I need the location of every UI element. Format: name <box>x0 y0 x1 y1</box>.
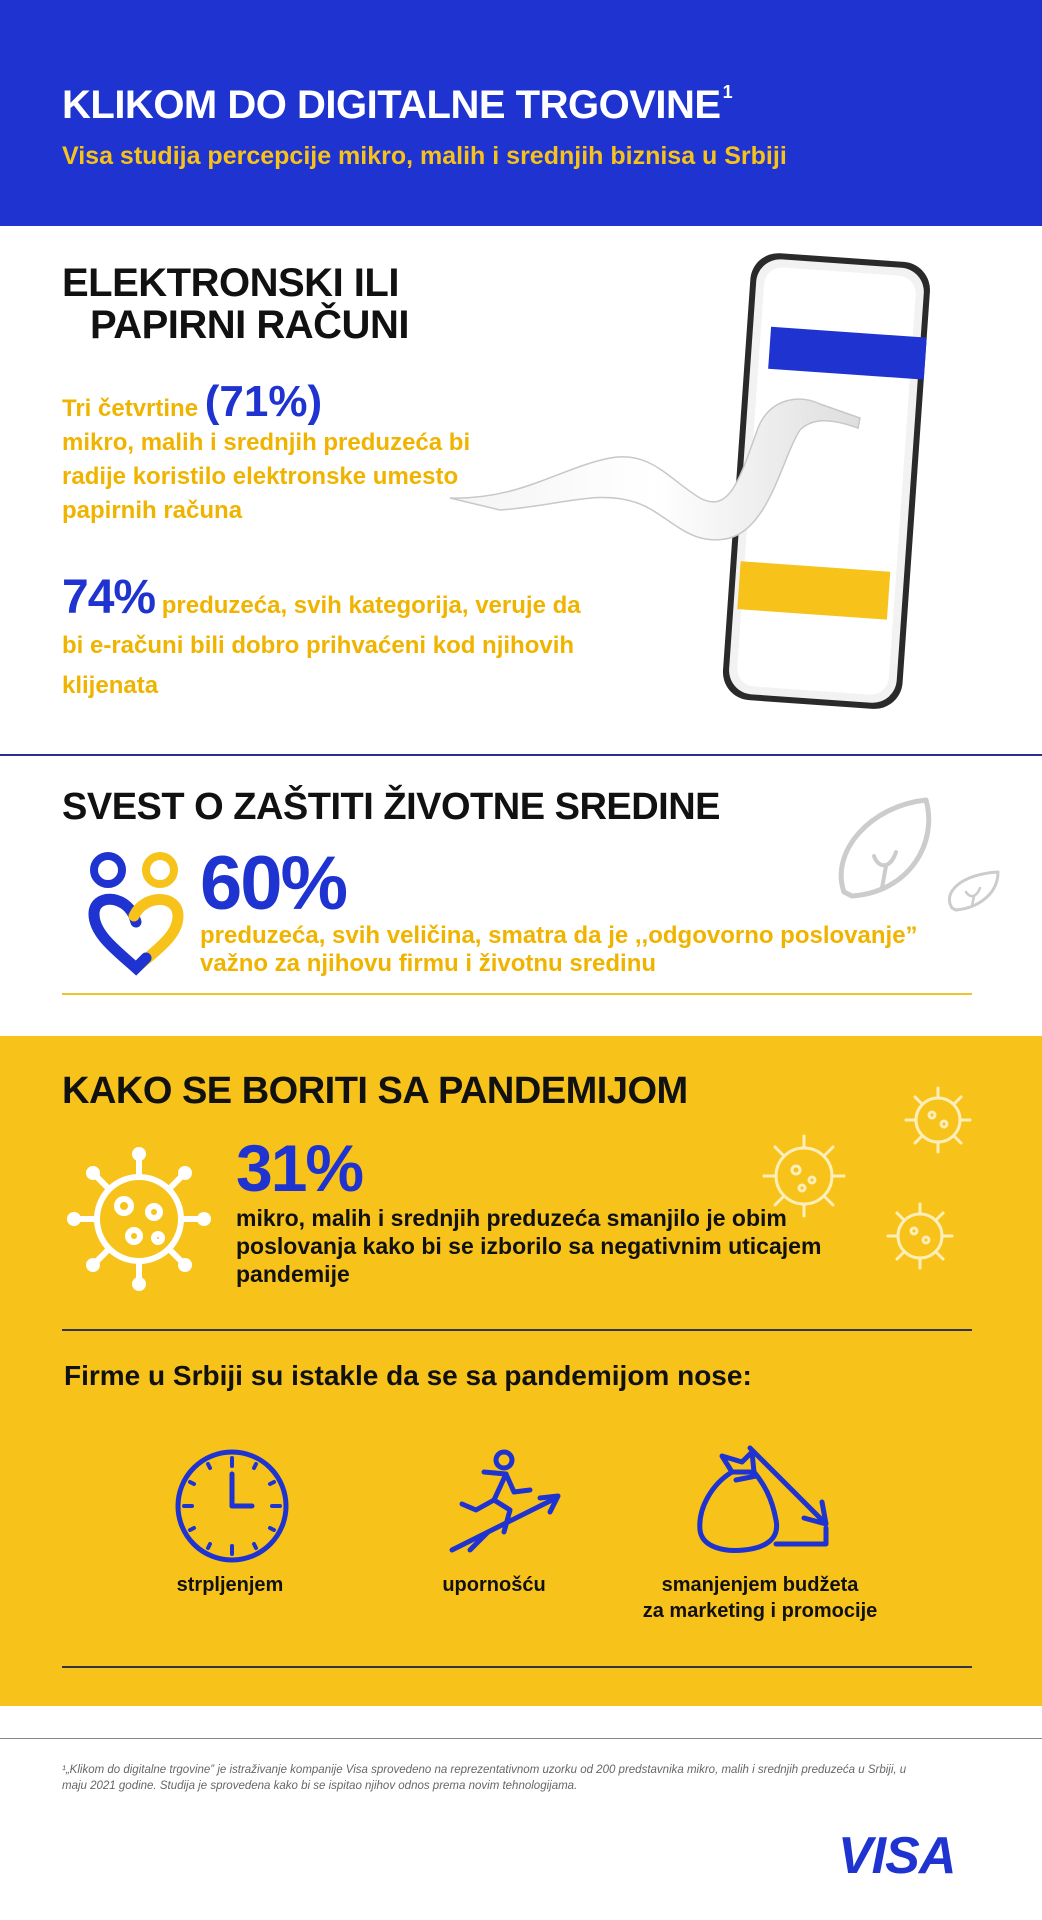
stat-31-value: 31% <box>236 1131 363 1205</box>
leaf-icon <box>830 792 1010 922</box>
method-patience-label: strpljenjem <box>176 1574 284 1596</box>
money-bag-icon <box>692 1444 842 1564</box>
page-subtitle: Visa studija percepcije mikro, malih i srednjih biznisa u Srbiji <box>62 142 787 170</box>
stat-60-value: 60% <box>200 841 347 926</box>
stat1-value: (71%) <box>204 377 323 426</box>
method-budget-cut-label: smanjenjem budžeta za marketing i promocije <box>642 1574 878 1622</box>
virus-icon <box>750 1080 990 1280</box>
runner-icon <box>444 1448 574 1558</box>
stat-60-text: preduzeća, svih veličina, smatra da je ,,odgovorno poslovanje” važno za njihovu firmu i životnu sredinu <box>200 922 918 977</box>
section-title-environment: SVEST O ZAŠTITI ŽIVOTNE SREDINE <box>62 786 721 828</box>
stat1-prefix: Tri četvrtine <box>62 395 199 422</box>
method-perseverance-label: upornošću <box>442 1574 546 1596</box>
section-divider <box>62 993 972 995</box>
visa-logo: VISA <box>838 1827 956 1885</box>
stat2-text: preduzeća, svih kategorija, veruje da bi e-računi bili dobro prihvaćeni kod njihovih klijenata <box>62 592 581 699</box>
section-divider <box>0 754 1042 756</box>
footnote: ¹„Klikom do digitalne trgovine” je istraživanje kompanije Visa sprovedeno na reprezentativnom uzorku od 200 predstavnika mikro, malih i srednjih preduzeća u Srbiji, u maju 2021 godine. Studija je sprovedena kako bi se ispitao njihov odnos prema novim tehnologijama. <box>62 1764 907 1792</box>
clock-icon <box>174 1448 290 1564</box>
stat1-text: mikro, malih i srednjih preduzeća bi radije koristilo elektronske umesto papirnih računa <box>62 429 471 524</box>
stat2-value: 74% <box>62 571 156 624</box>
section-title-pandemic: KAKO SE BORITI SA PANDEMIJOM <box>62 1070 688 1112</box>
footer-divider <box>0 1738 1042 1739</box>
stat-31-text: mikro, malih i srednjih preduzeća smanjilo je obim poslovanja kako bi se izborilo sa negativnim uticajem pandemije <box>236 1205 822 1287</box>
phone-receipt-icon <box>440 248 960 728</box>
section-title-receipts: ELEKTRONSKI ILI PAPIRNI RAČUNI <box>62 261 409 347</box>
section-divider <box>62 1666 972 1668</box>
footnote-marker: 1 <box>722 82 733 102</box>
coping-methods-heading: Firme u Srbiji su istakle da se sa pandemijom nose: <box>64 1360 752 1391</box>
virus-icon <box>64 1144 214 1294</box>
section-divider <box>62 1329 972 1331</box>
people-heart-icon <box>86 850 186 976</box>
page-title: KLIKOM DO DIGITALNE TRGOVINE $^1$ <box>62 82 733 127</box>
